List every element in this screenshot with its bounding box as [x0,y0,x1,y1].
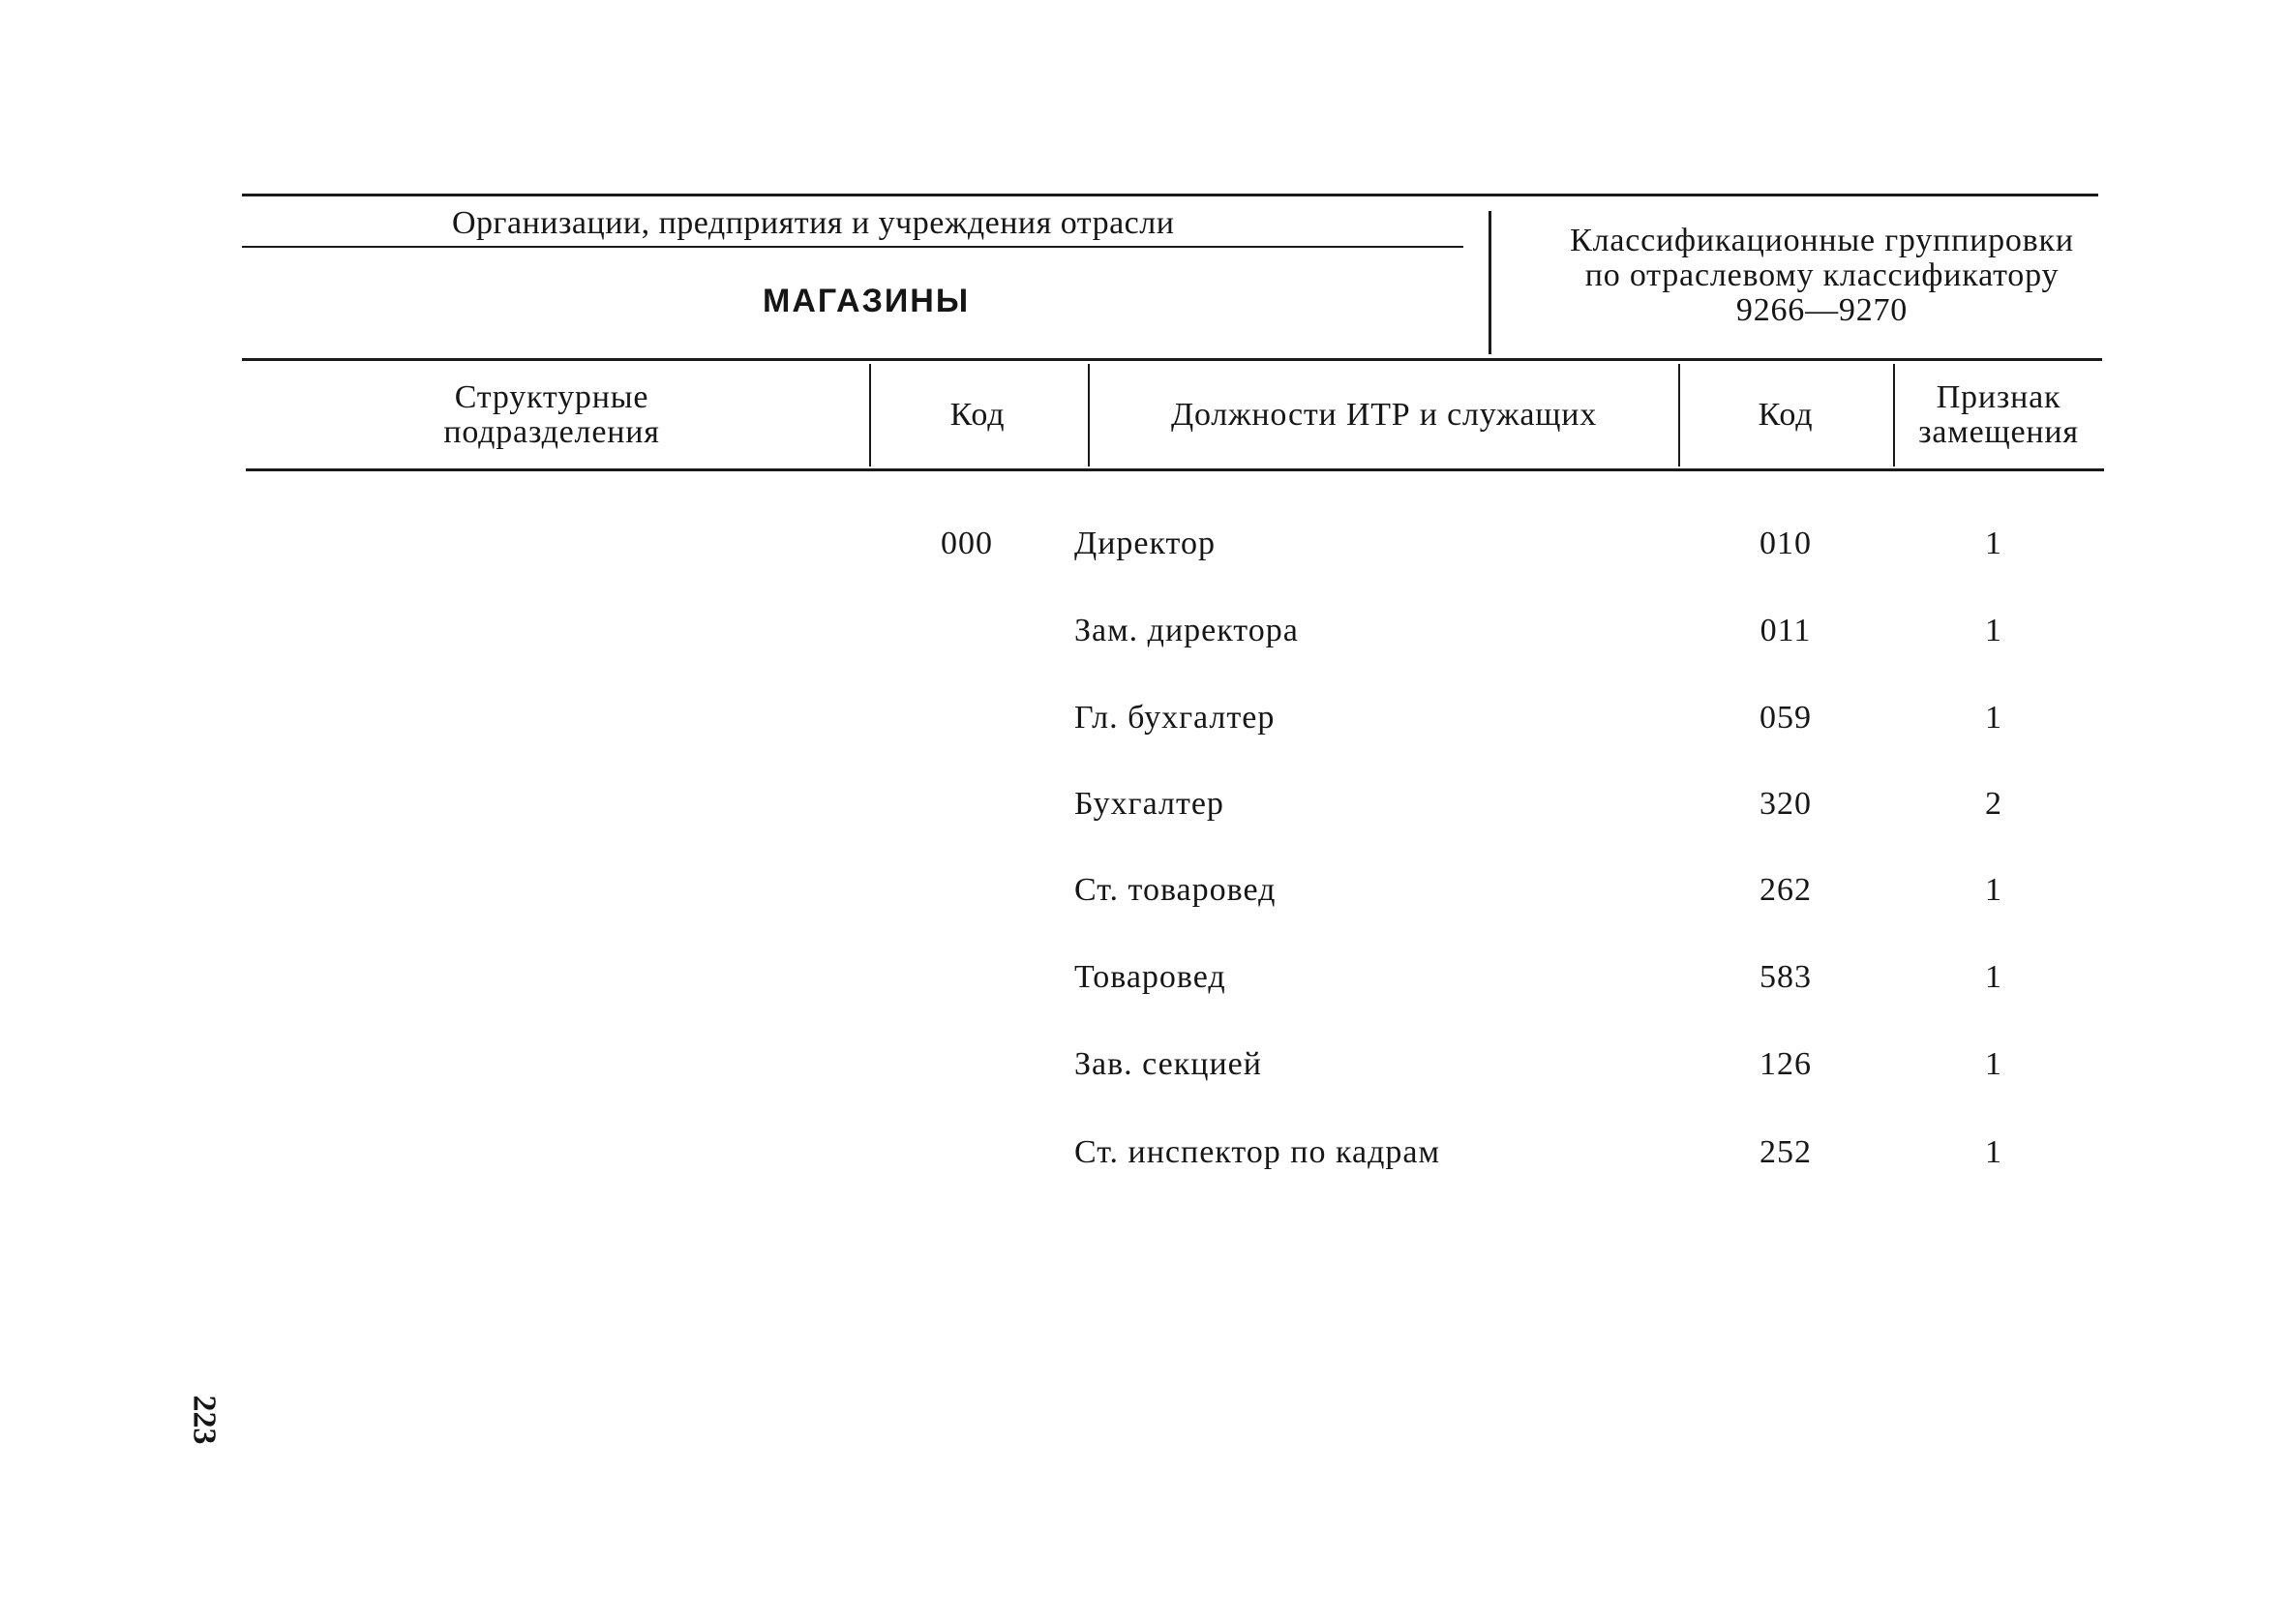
replacement-sign: 1 [1985,1046,2002,1082]
position-code: 252 [1760,1134,1812,1170]
organization-title: Организации, предприятия и учреждения отрасли [452,205,1175,241]
header-divider [1489,211,1491,354]
org-title-underline [242,246,1463,248]
col-head-structural-line-1: Структурные [454,379,649,415]
col-head-replacement-line-1: Признак [1936,379,2061,415]
position-code: 320 [1760,786,1812,822]
replacement-sign: 2 [1985,786,2002,822]
replacement-sign: 1 [1985,872,2002,908]
col-head-positions: Должности ИТР и служащих [1170,397,1598,433]
position-name: Директор [1074,526,1216,561]
position-name: Зав. секцией [1074,1046,1262,1082]
col-head-code-2: Код [1758,397,1814,433]
classification-line-3: 9266—9270 [1735,292,1909,328]
col-head-code-1: Код [949,397,1006,433]
replacement-sign: 1 [1985,613,2002,648]
col-head-replacement-line-2: замещения [1918,414,2079,450]
col-divider-1 [869,364,871,466]
position-code: 059 [1760,700,1812,736]
position-name: Гл. бухгалтер [1074,700,1276,736]
unit-code: 000 [941,526,993,561]
position-code: 126 [1760,1046,1812,1082]
col-head-structural-line-2: подразделения [443,414,660,450]
replacement-sign: 1 [1985,1134,2002,1170]
position-code: 011 [1760,613,1812,648]
position-name: Зам. директора [1074,613,1299,648]
top-rule [242,194,2098,196]
section-title: МАГАЗИНЫ [763,283,971,319]
position-name: Ст. инспектор по кадрам [1074,1134,1440,1170]
col-divider-2 [1088,364,1090,466]
col-divider-3 [1678,364,1680,466]
page-number: 223 [186,1395,223,1445]
position-name: Ст. товаровед [1074,872,1277,908]
classification-line-2: по отраслевому классификатору [1584,257,2060,293]
column-header-bottom-rule [246,468,2104,471]
replacement-sign: 1 [1985,959,2002,995]
header-bottom-rule [242,358,2102,361]
col-divider-4 [1893,364,1895,466]
position-name: Бухгалтер [1074,786,1224,822]
position-code: 010 [1760,526,1812,561]
position-code: 262 [1760,872,1812,908]
position-code: 583 [1760,959,1812,995]
position-name: Товаровед [1074,959,1226,995]
replacement-sign: 1 [1985,526,2002,561]
replacement-sign: 1 [1985,700,2002,736]
classification-line-1: Классификационные группировки [1570,223,2074,258]
